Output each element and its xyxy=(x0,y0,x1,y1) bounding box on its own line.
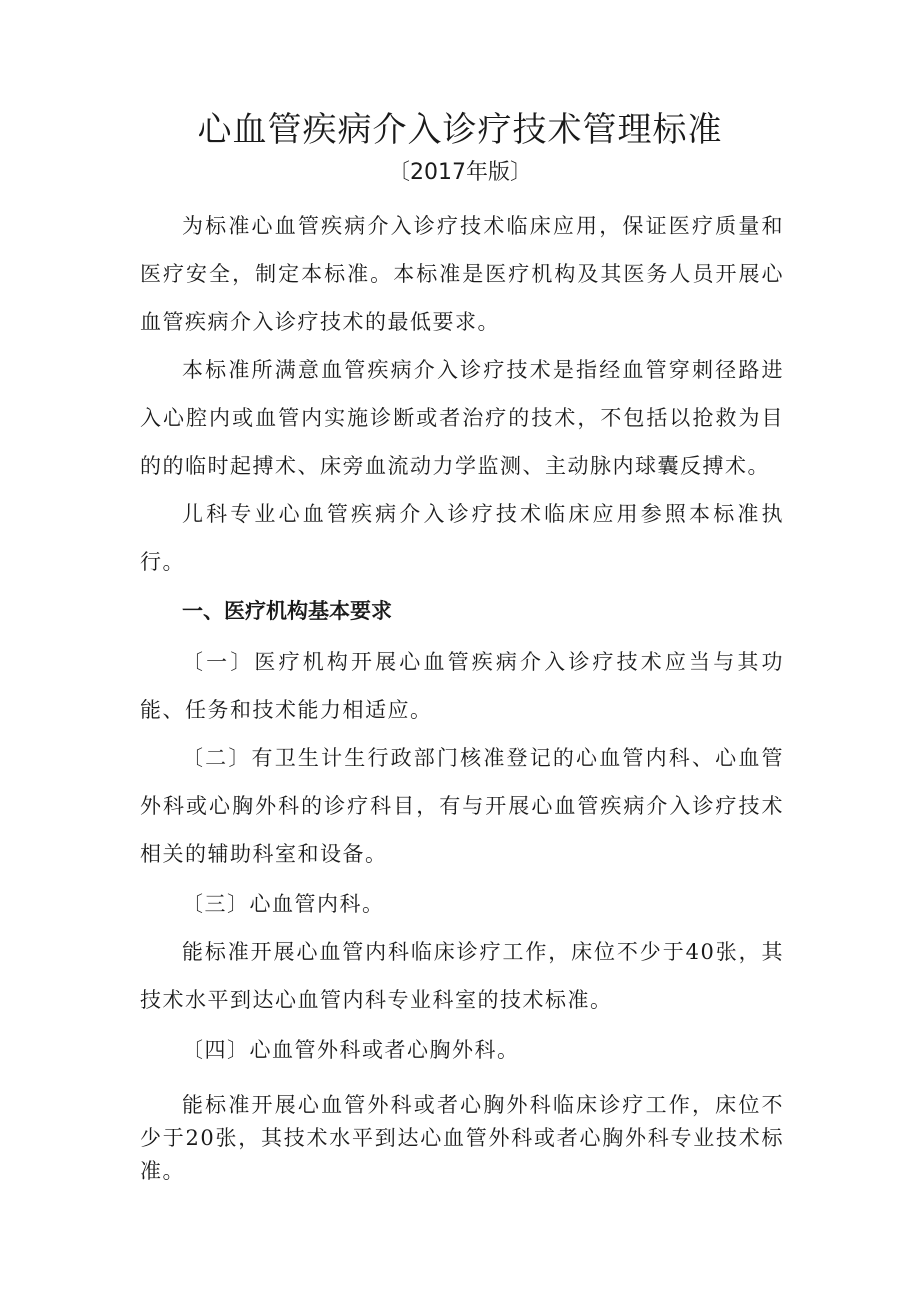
section-item-3-detail: 能标准开展心血管内科临床诊疗工作，床位不少于40张，其技术水平到达心血管内科专业科室的技术标准。 xyxy=(140,940,784,1012)
section-item-4-detail: 能标准开展心血管外科或者心胸外科临床诊疗工作，床位不少于20张，其技术水平到达心血管外科或者心胸外科专业技术标准。 xyxy=(140,1093,784,1183)
intro-paragraph-1: 为标准心血管疾病介入诊疗技术临床应用，保证医疗质量和医疗安全，制定本标准。本标准是医疗机构及其医务人员开展心血管疾病介入诊疗技术的最低要求。 xyxy=(140,214,784,334)
document-title: 心血管疾病介入诊疗技术管理标准 xyxy=(197,110,723,150)
section-item-4: 〔四〕心血管外科或者心胸外科。 xyxy=(182,1038,520,1062)
document-edition: 〔2017年版〕 xyxy=(388,160,532,185)
intro-paragraph-3: 儿科专业心血管疾病介入诊疗技术临床应用参照本标准执行。 xyxy=(140,502,784,574)
section-heading: 一、医疗机构基本要求 xyxy=(182,599,392,623)
intro-paragraph-2: 本标准所满意血管疾病介入诊疗技术是指经血管穿刺径路进入心腔内或血管内实施诊断或者治疗的技术，不包括以抢救为目的的临时起搏术、床旁血流动力学监测、主动脉内球囊反搏术。 xyxy=(140,358,784,478)
section-item-1: 〔一〕医疗机构开展心血管疾病介入诊疗技术应当与其功能、任务和技术能力相适应。 xyxy=(140,650,784,722)
section-item-3: 〔三〕心血管内科。 xyxy=(182,892,385,916)
section-item-2: 〔二〕有卫生计生行政部门核准登记的心血管内科、心血管外科或心胸外科的诊疗科目，有与开展心血管疾病介入诊疗技术相关的辅助科室和设备。 xyxy=(140,746,784,866)
